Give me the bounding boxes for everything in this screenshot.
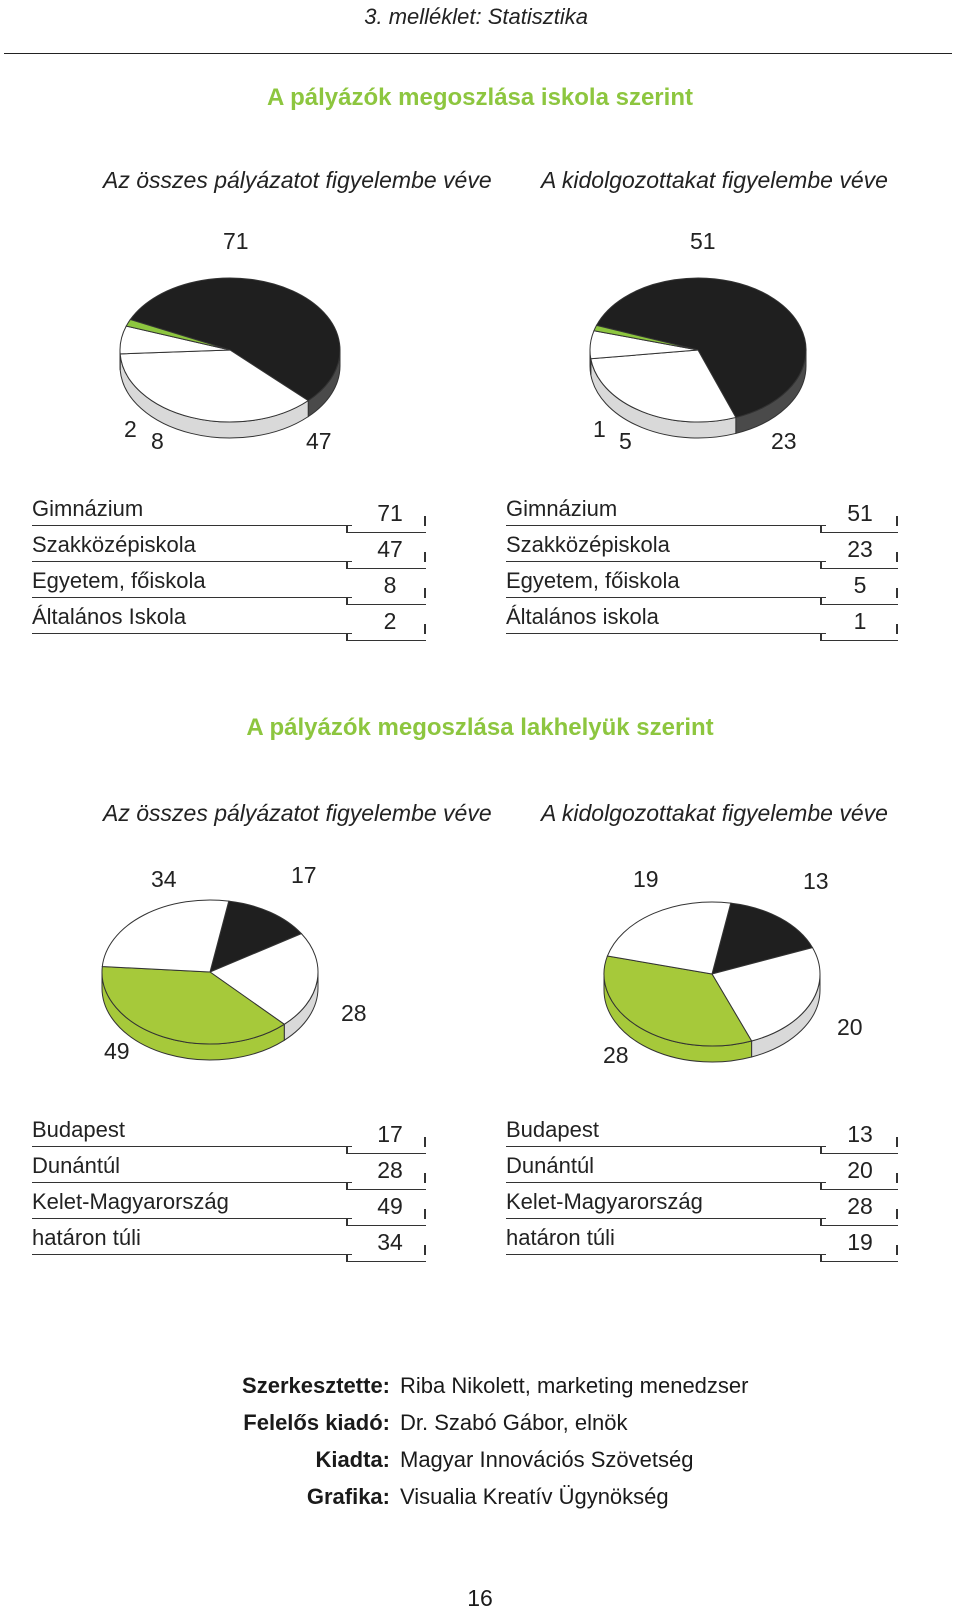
legend-value: 34 (377, 1229, 403, 1255)
legend-rule (346, 1189, 426, 1190)
legend-rule (506, 1218, 826, 1219)
legend-rule (820, 640, 898, 641)
legend-value: 71 (377, 500, 403, 526)
chart-subtitle-worked: A kidolgozottakat figyelembe véve (541, 167, 888, 193)
legend-rule (346, 532, 426, 533)
legend-label: Dunántúl (32, 1153, 121, 1178)
legend-rule (32, 1182, 352, 1183)
pie-chart-school-all (110, 270, 360, 450)
legend-label: Általános iskola (506, 604, 659, 629)
legend-rule (32, 1146, 352, 1147)
legend-rule (506, 1254, 826, 1255)
legend-label: Gimnázium (506, 496, 618, 521)
chart-subtitle-all: Az összes pályázatot figyelembe véve (103, 167, 492, 193)
credit-row (220, 1410, 740, 1447)
legend-label: Gimnázium (32, 496, 144, 521)
data-label: 1 (593, 416, 606, 442)
legend-tick (424, 1137, 426, 1147)
legend-tick (346, 525, 348, 533)
legend-rule (506, 1146, 826, 1147)
credit-row (220, 1373, 749, 1410)
legend-value: 49 (377, 1193, 403, 1219)
legend-tick (346, 1254, 348, 1262)
credit-value: Visualia Kreatív Ügynökség (400, 1484, 669, 1509)
data-label: 13 (803, 868, 829, 894)
legend-tick (896, 624, 898, 634)
legend-label: határon túli (506, 1225, 615, 1250)
legend-rule (32, 597, 352, 598)
legend-value: 28 (377, 1157, 403, 1183)
legend-tick (346, 633, 348, 641)
legend-tick (820, 1146, 822, 1154)
legend-value: 20 (847, 1157, 873, 1183)
legend-rule (506, 525, 826, 526)
legend-rule (820, 1153, 898, 1154)
legend-tick (896, 588, 898, 598)
legend-tick (424, 588, 426, 598)
credit-key: Felelős kiadó: (243, 1410, 390, 1435)
credit-row (220, 1484, 740, 1521)
header-text: 3. melléklet: Statisztika (364, 4, 588, 29)
legend-label: Általános Iskola (32, 604, 187, 629)
data-label: 2 (124, 416, 137, 442)
legend-tick (820, 633, 822, 641)
legend-label: Budapest (32, 1117, 125, 1142)
section-title-residence: A pályázók megoszlása lakhelyük szerint (246, 714, 714, 741)
legend-rule (820, 1261, 898, 1262)
credit-value: Dr. Szabó Gábor, elnök (400, 1410, 628, 1435)
data-label: 8 (151, 428, 164, 454)
legend-tick (820, 1182, 822, 1190)
legend-label: Egyetem, főiskola (32, 568, 206, 593)
legend-tick (820, 1218, 822, 1226)
credits (220, 1373, 749, 1521)
legend-value: 28 (847, 1193, 873, 1219)
legend-label: Kelet-Magyarország (506, 1189, 703, 1214)
legend-tick (346, 1218, 348, 1226)
legend-tick (424, 516, 426, 526)
data-label: 19 (633, 866, 659, 892)
legend-label: Dunántúl (506, 1153, 595, 1178)
data-label: 28 (341, 1000, 367, 1026)
data-label: 23 (771, 428, 797, 454)
data-label: 17 (291, 862, 317, 888)
legend-label: Kelet-Magyarország (32, 1189, 229, 1214)
legend-rule (820, 532, 898, 533)
header-rule (4, 53, 952, 54)
data-label: 71 (223, 228, 249, 254)
data-label: 51 (690, 228, 716, 254)
credit-value: Magyar Innovációs Szövetség (400, 1447, 694, 1472)
legend-rule (506, 561, 826, 562)
legend-tick (424, 1173, 426, 1183)
legend-tick (346, 561, 348, 569)
credit-value: Riba Nikolett, marketing menedzser (400, 1373, 749, 1398)
legend-rule (506, 633, 826, 634)
legend-value: 51 (847, 500, 873, 526)
credit-key: Grafika: (306, 1484, 390, 1509)
legend-tick (896, 516, 898, 526)
legend-value: 1 (853, 608, 867, 634)
chart-subtitle-all: Az összes pályázatot figyelembe véve (103, 800, 492, 826)
legend-rule (346, 1153, 426, 1154)
legend-tick (424, 1245, 426, 1255)
legend-rule (346, 1261, 426, 1262)
pie-chart-school-worked (578, 270, 828, 450)
data-label: 34 (151, 866, 177, 892)
pie-chart-residence-worked (602, 890, 842, 1070)
legend-value: 17 (377, 1121, 403, 1147)
legend-rule (32, 561, 352, 562)
legend-rule (32, 1218, 352, 1219)
legend-tick (820, 525, 822, 533)
credit-key: Szerkesztette: (242, 1373, 390, 1398)
section-title-school: A pályázók megoszlása iskola szerint (267, 84, 693, 111)
data-label: 49 (104, 1038, 130, 1064)
legend-rule (820, 568, 898, 569)
legend-rule (32, 1254, 352, 1255)
legend-value: 23 (847, 536, 873, 562)
legend-label: határon túli (32, 1225, 141, 1250)
legend-tick (820, 1254, 822, 1262)
legend-tick (424, 1209, 426, 1219)
legend-tick (424, 552, 426, 562)
legend-rule (820, 1225, 898, 1226)
legend-value: 2 (383, 608, 397, 634)
chart-subtitle-worked: A kidolgozottakat figyelembe véve (541, 800, 888, 826)
legend-label: Egyetem, főiskola (506, 568, 680, 593)
legend-label: Budapest (506, 1117, 599, 1142)
legend-tick (346, 1182, 348, 1190)
data-label: 5 (619, 428, 632, 454)
legend-tick (820, 561, 822, 569)
legend-tick (896, 552, 898, 562)
legend-tick (346, 1146, 348, 1154)
credit-key: Kiadta: (315, 1447, 390, 1472)
legend-rule (32, 633, 352, 634)
data-label: 20 (837, 1014, 863, 1040)
legend-rule (506, 597, 826, 598)
page-number: 16 (467, 1585, 493, 1611)
legend-rule (32, 525, 352, 526)
legend-label: Szakközépiskola (32, 532, 196, 557)
pie-slice (102, 900, 228, 972)
legend-tick (424, 624, 426, 634)
legend-tick (896, 1245, 898, 1255)
legend-rule (346, 604, 426, 605)
data-label: 47 (306, 428, 332, 454)
legend-tick (896, 1137, 898, 1147)
page-header (0, 0, 956, 56)
legend-tick (820, 597, 822, 605)
credit-row (220, 1447, 740, 1484)
legend-label: Szakközépiskola (506, 532, 670, 557)
legend-tick (896, 1209, 898, 1219)
legend-rule (820, 1189, 898, 1190)
legend-rule (820, 604, 898, 605)
legend-value: 13 (847, 1121, 873, 1147)
legend-tick (346, 597, 348, 605)
legend-tick (896, 1173, 898, 1183)
legend-value: 47 (377, 536, 403, 562)
data-label: 28 (603, 1042, 629, 1068)
legend-value: 5 (853, 572, 867, 598)
legend-rule (506, 1182, 826, 1183)
legend-value: 8 (383, 572, 397, 598)
legend-rule (346, 640, 426, 641)
legend-rule (346, 1225, 426, 1226)
pie-chart-residence-all (100, 890, 340, 1070)
legend-value: 19 (847, 1229, 873, 1255)
legend-rule (346, 568, 426, 569)
